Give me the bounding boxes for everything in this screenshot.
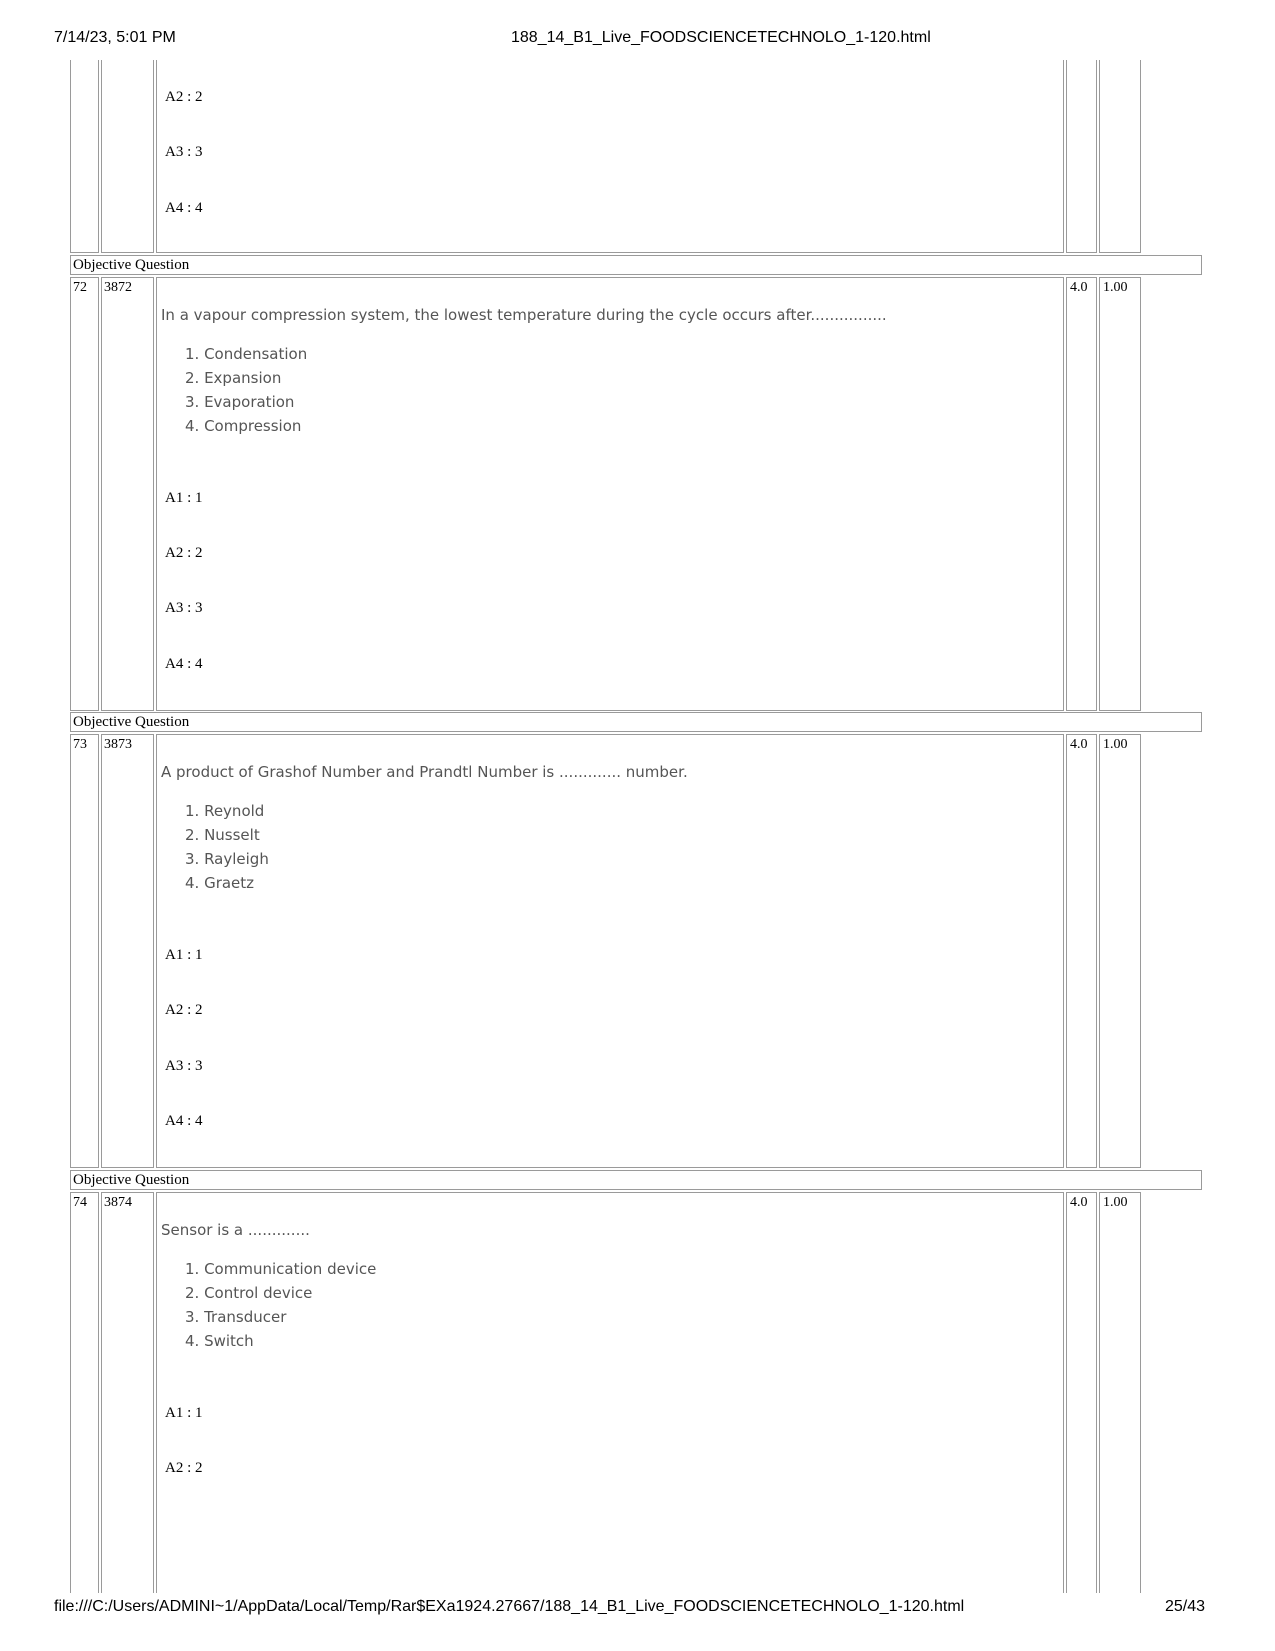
question-table: [70, 60, 1202, 1593]
answer-option: A2 : 2: [165, 1002, 203, 1018]
option-item: 3. Transducer: [185, 1308, 287, 1326]
answer-option: A3 : 3: [165, 600, 203, 616]
question-cell: [156, 60, 1064, 253]
qid-cell: 3872: [101, 277, 154, 711]
sno-cell: [70, 60, 99, 253]
option-list: [185, 799, 269, 895]
option-list: [185, 1257, 376, 1353]
carryover-block: [70, 60, 1202, 253]
question-type-label: Objective Question: [70, 1170, 1202, 1190]
option-item: 2. Expansion: [185, 369, 282, 387]
negative-cell: 1.00: [1099, 734, 1141, 1168]
question-text: Sensor is a .............: [161, 1221, 310, 1239]
answer-option: A4 : 4: [165, 656, 203, 672]
option-item: 1. Condensation: [185, 345, 308, 363]
answer-option: A3 : 3: [165, 144, 203, 160]
question-cell: [156, 1192, 1064, 1593]
print-datetime: 7/14/23, 5:01 PM: [54, 29, 176, 46]
negative-cell: 1.00: [1099, 1192, 1141, 1593]
answer-option: A2 : 2: [165, 89, 203, 105]
answer-option: A2 : 2: [165, 1460, 203, 1476]
question-block-72: [70, 277, 1202, 711]
answer-option: A3 : 3: [165, 1058, 203, 1074]
print-file-path: file:///C:/Users/ADMINI~1/AppData/Local/Temp/Rar$EXa1924.27667/188_14_B1_Live_FOODSCIENCETECHNOLO_1-120.html: [54, 1598, 965, 1615]
option-item: 4. Switch: [185, 1332, 254, 1350]
marks-cell: 4.0: [1066, 277, 1097, 711]
sno-cell: 73: [70, 734, 99, 1168]
sno-cell: 72: [70, 277, 99, 711]
question-type-label: Objective Question: [70, 712, 1202, 732]
answer-option: A2 : 2: [165, 545, 203, 561]
option-item: 4. Compression: [185, 417, 302, 435]
option-item: 3. Evaporation: [185, 393, 295, 411]
question-cell: [156, 734, 1064, 1168]
sno-cell: 74: [70, 1192, 99, 1593]
marks-cell: 4.0: [1066, 734, 1097, 1168]
question-cell: [156, 277, 1064, 711]
answer-option: A4 : 4: [165, 200, 203, 216]
question-block-74: [70, 1192, 1202, 1593]
option-item: 4. Graetz: [185, 874, 255, 892]
question-text: In a vapour compression system, the lowest temperature during the cycle occurs after................: [161, 306, 887, 324]
question-block-73: [70, 734, 1202, 1168]
marks-cell: [1066, 60, 1097, 253]
answer-option: A4 : 4: [165, 1113, 203, 1129]
marks-cell: 4.0: [1066, 1192, 1097, 1593]
question-type-label: Objective Question: [70, 255, 1202, 275]
answer-option: A1 : 1: [165, 1405, 203, 1421]
answer-option: A1 : 1: [165, 490, 203, 506]
page-number: 25/43: [1164, 1598, 1205, 1615]
option-item: 1. Reynold: [185, 802, 265, 820]
qid-cell: [101, 60, 154, 253]
option-item: 3. Rayleigh: [185, 850, 269, 868]
question-text: A product of Grashof Number and Prandtl Number is ............. number.: [161, 763, 688, 781]
option-item: 1. Communication device: [185, 1260, 377, 1278]
negative-cell: 1.00: [1099, 277, 1141, 711]
qid-cell: 3873: [101, 734, 154, 1168]
answer-option: A1 : 1: [165, 947, 203, 963]
option-list: [185, 342, 307, 438]
negative-cell: [1099, 60, 1141, 253]
option-item: 2. Nusselt: [185, 826, 260, 844]
print-title: 188_14_B1_Live_FOODSCIENCETECHNOLO_1-120.html: [511, 29, 931, 46]
qid-cell: 3874: [101, 1192, 154, 1593]
option-item: 2. Control device: [185, 1284, 313, 1302]
